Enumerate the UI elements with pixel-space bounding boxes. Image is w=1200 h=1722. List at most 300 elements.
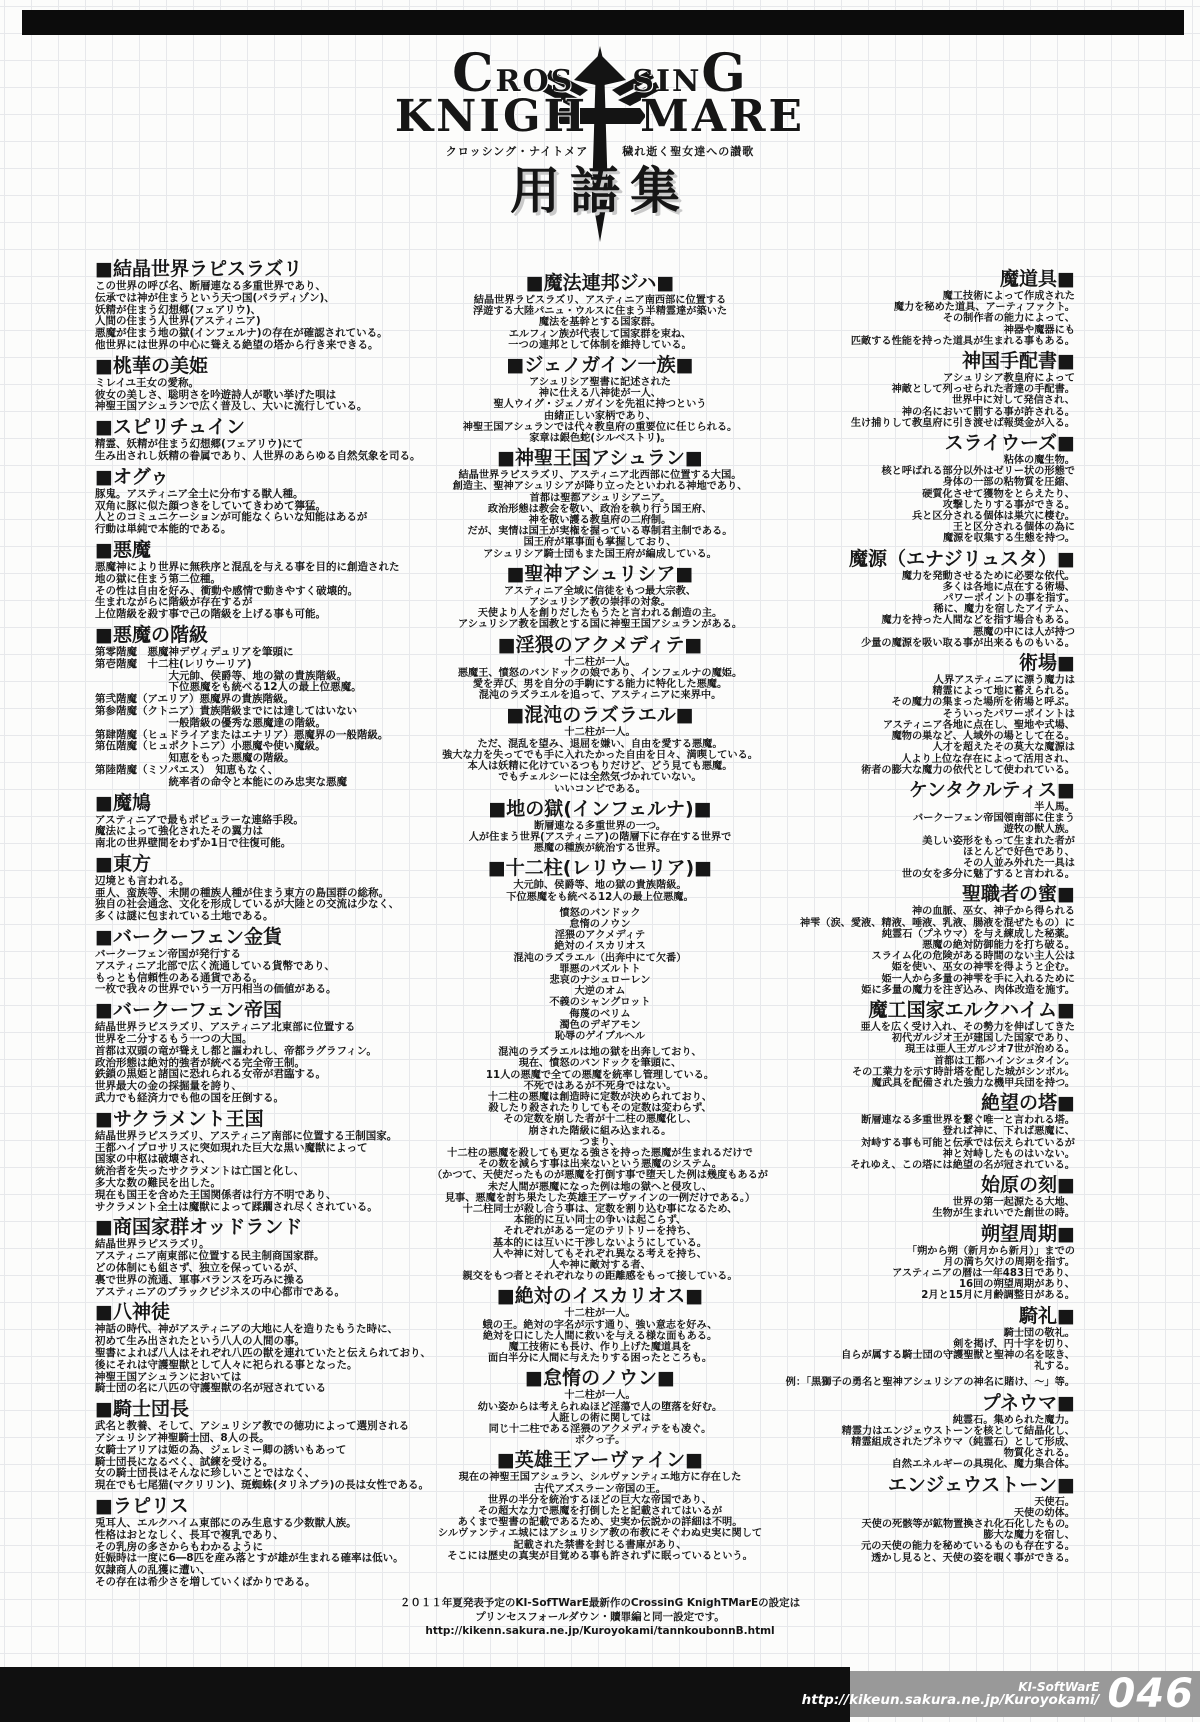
term-definition-line: 亜人を広く受け入れ、その勢力を伸ばしてきた — [860, 1021, 1075, 1033]
term-definition-line: 国家の中枢は破壊され、 — [95, 1153, 212, 1166]
term-definition-line: 魔武具を配備された強力な機甲兵団を持つ。 — [871, 1077, 1075, 1089]
term-definition-line: 騎士団長になるべく、試練を受ける。 — [95, 1455, 274, 1468]
footer-note-line: ２０１１年夏発表予定のKI-SofTWarE最新作のCrossinG KnighTMarEの設定は — [399, 1597, 801, 1609]
term-definition-line: どの体制にも組さず、独立を保っているが、 — [95, 1262, 305, 1275]
term-heading: ■バークーフェン金貨 — [95, 926, 283, 949]
term-definition-line: その乳房の多さからもわかるように — [95, 1540, 263, 1553]
term-definition-line: 悪魔の中には人が持つ — [973, 626, 1075, 638]
term-definition-line: その工業力を示す時計塔を配した城がシンボル。 — [851, 1066, 1075, 1078]
term-heading: 朔望周期■ — [981, 1222, 1075, 1245]
term-definition-line: 例：「黒獅子の勇名と聖神アシュリシアの神名に賭け、〜」等。 — [785, 1377, 1075, 1389]
term-definition-line: 一般階級の優秀な悪魔達の階級。 — [95, 716, 326, 729]
term-definition-line: 鉄鎖の黒姫と諸国に恐れられる女帝が君臨する。 — [95, 1068, 326, 1081]
logo-letters-sin: SIN — [632, 64, 702, 99]
term-definition-line: 行動は単純で本能的である。 — [95, 523, 232, 536]
term-heading: ■十二柱(レリウーリア)■ — [487, 857, 713, 880]
term-definition-line: 生け捕りして教皇府に引き渡せば報奨金が入る。 — [850, 417, 1075, 429]
term-definition-line: 初代ガルジオ王が建国した国家であり、 — [891, 1033, 1075, 1045]
term-definition-line: 世界を二分するもう一つの大国。 — [95, 1033, 253, 1046]
term-heading: ■神聖王国アシュラン■ — [497, 447, 703, 470]
term-definition-line: アスティニア北部で広く流通している貨幣であり、 — [95, 959, 336, 972]
term-definition-line: 術者の膨大な魔力の依代として使われている。 — [861, 764, 1075, 776]
term-definition-line: 神敵として列っせられた者達の手配書。 — [891, 384, 1075, 396]
term-definition-line: 精霊によって地に蓄えられる。 — [932, 686, 1075, 698]
term-definition-line: アシュリシア教の崇拝の対象。 — [528, 597, 671, 609]
term-definition-line: 月の満ち欠けの周期を指す。 — [943, 1256, 1075, 1268]
term-definition-line: 2月と15月に月齢調整日がある。 — [921, 1290, 1075, 1302]
term-definition-line: 初めて生み出されたという八人の人間の事。 — [95, 1335, 305, 1348]
term-definition-line: 兵と区分される個体は巣穴に棲む。 — [912, 511, 1075, 523]
term-heading: ■怠惰のノウン■ — [525, 1367, 675, 1390]
term-definition-line: 11人の悪魔で全ての悪魔を統率し管理している。 — [485, 1069, 715, 1081]
glossary-entry — [851, 347, 1075, 429]
logo-subtitle-left: クロッシング・ナイトメア — [445, 145, 589, 158]
term-heading: ■淫猥のアクメディテ■ — [497, 633, 703, 656]
term-definition-line: 断層連なる多重世界を繋ぐ唯一と言われる塔。 — [861, 1115, 1075, 1127]
term-definition-line: 半人馬。 — [1034, 801, 1075, 813]
term-heading: ■魔法連邦ジハ■ — [525, 272, 675, 294]
term-definition-line: 神聖王国アシュランでは代々教皇府の重要位に任じられる。 — [462, 421, 738, 433]
term-definition-line: 亜人、蛮族等、未開の種族人種が住まう東方の島国群の総称。 — [95, 886, 389, 899]
term-definition-line: 家章は銀色蛇(シルベストリ)。 — [529, 433, 671, 445]
glossary-entry — [892, 1220, 1075, 1302]
term-definition-line: 絶対のイスカリオス — [554, 941, 646, 953]
term-definition-line: 世界最大の金の採掘量を誇り、 — [95, 1080, 242, 1093]
term-definition-line: 悪魔が住まう地の獄(インフェルナ)の存在が確認されている。 — [95, 327, 388, 340]
term-definition-line: 十二柱が一人。 — [564, 1390, 636, 1402]
term-definition-line: 親交をもつ者とそれぞれなりの距離感をもって接している。 — [462, 1271, 738, 1283]
term-definition-line: 第壱階魔 十二柱(レリウーリア) — [95, 657, 252, 670]
term-definition-line: 性格はおとなしく、長耳で複乳であり、 — [95, 1528, 284, 1541]
term-heading: エンジェウストーン■ — [887, 1473, 1075, 1496]
term-definition-line: 悪魔王、憤怒のバンドックの娘であり、インフェルナの魔姫。 — [457, 667, 743, 679]
glossary-entry — [850, 1089, 1075, 1171]
term-definition-line: 結晶世界ラピスラズリ、アスティニア北西部に位置する大国。 — [458, 470, 742, 482]
term-heading: ■オグゥ — [95, 465, 170, 488]
term-definition-line: 女の騎士団長はそんなに珍しいことではなく、 — [95, 1467, 316, 1480]
term-definition-line: 悪魔の種族が統治する世界。 — [533, 843, 667, 855]
term-definition-line: 姫を使い、巫女の神雫を得ようと企む。 — [891, 962, 1075, 974]
term-definition-line: 悪魔神により世界に無秩序と混乱を与える事を目的に創造された — [95, 560, 400, 573]
term-heading: 騎礼■ — [1019, 1304, 1075, 1327]
term-definition-line: 双角に豚に似た顔つきをしていてきわめて獰猛。 — [95, 499, 326, 512]
term-definition-line: 魔力を発動させるために必要な依代。 — [901, 570, 1075, 582]
term-definition-line: 罪悪のバズルトト — [559, 963, 641, 975]
term-definition-line: 人が住まう世界(アスティニア)の階層下に存在する世界で — [468, 831, 732, 843]
footer-note — [0, 1596, 1200, 1638]
term-definition-line: 国王府が軍事面も掌握しており、 — [523, 537, 677, 549]
term-definition-line: 王都ハイプロサリスに突如現れた巨大な黒い魔獣によって — [95, 1141, 368, 1154]
term-definition-line: 人間の住まう人世界(アスティニア) — [95, 315, 261, 328]
term-definition-line: それゆえ、この塔には絶望の名が冠されている。 — [850, 1159, 1075, 1171]
term-definition-line: 下位悪魔をも統べる12人の最上位悪魔。 — [506, 891, 694, 903]
term-definition-line: 不死ではあるが不死身ではない。 — [523, 1080, 677, 1092]
glossary-entry — [842, 1389, 1075, 1471]
logo-letter-c: C — [452, 43, 496, 104]
term-definition-line: 大逆のオム — [574, 986, 626, 998]
glossary-entry — [786, 1302, 1075, 1389]
term-definition-line: 絶対を口にした人間に救いを与える様な面もある。 — [482, 1330, 718, 1342]
term-definition-line: 女騎士アリアは姫の為、ジェレミー卿の誘いもあって — [95, 1443, 347, 1456]
term-definition-line: 混沌のラズラエルは地の獄を出奔しており、 — [498, 1047, 702, 1059]
page-number: 046 — [1107, 1671, 1194, 1717]
term-definition-line: 魔法を基幹とする国家群。 — [538, 317, 662, 329]
term-definition-line: アスティニアで最もポピュラーな連絡手段。 — [95, 813, 304, 826]
term-definition-line: 匹敵する性能を持った道具が生まれる事もある。 — [850, 335, 1075, 347]
term-definition-line: 濁色のデギアモン — [559, 1019, 641, 1031]
term-definition-line: エルフィン族が代表して国家群を束ね、 — [508, 328, 692, 340]
term-definition-line: 精霊、妖精が住まう幻想郷(フェアリウ)にて — [95, 438, 304, 451]
term-definition-line: 姫に多量の魔力を注ぎ込み、肉体改造を施す。 — [861, 984, 1075, 996]
term-definition-line: 生み出されし妖精の眷属であり、人世界のあらゆる自然気象を司る。 — [95, 449, 421, 462]
term-definition-line: アシュリシア騎士団もまた国王府が編成している。 — [483, 548, 717, 560]
term-heading: ■商国家群オッドランド — [95, 1216, 303, 1239]
term-definition-line: 神と対峙したものはいない。 — [942, 1148, 1075, 1160]
glossary-entry — [861, 1471, 1075, 1564]
term-heading: ■ラピリス — [95, 1494, 189, 1517]
term-definition-line: 膨大な魔力を宿し、 — [983, 1530, 1075, 1542]
term-definition-line: 十二柱同士が殺し合う事は、定数を割り込む事になるため、 — [462, 1204, 738, 1215]
term-definition-line: その超大な力で悪魔を打倒したと記載されてはいるが — [477, 1506, 723, 1518]
term-definition-line: あくまで聖書の記載であるため、史実か伝説かの詳細は不明。 — [457, 1517, 743, 1529]
term-heading: ■聖神アシュリシア■ — [506, 562, 694, 585]
term-heading: ■悪魔の階級 — [95, 623, 208, 646]
term-definition-line: ミレイユ王女の愛称。 — [95, 376, 200, 389]
term-definition-line: 十二柱の悪魔は創造時に定数が決められており、 — [487, 1091, 713, 1103]
logo-letters-ros: ROS — [495, 64, 575, 99]
term-definition-line: バークーフェン帝国領南部に住まう — [913, 813, 1075, 825]
term-heading: ■ジェノガイン一族■ — [506, 354, 694, 377]
term-heading: ■東方 — [95, 852, 151, 875]
term-heading: 絶望の塔■ — [981, 1092, 1075, 1115]
term-heading: ■桃華の美姫 — [95, 354, 208, 377]
term-definition-line: 魔力を秘めた道具、アーティファクト。 — [893, 302, 1075, 314]
term-definition-line: パワーポイントの事を指す。 — [943, 593, 1075, 605]
brand-label: KI-SoftWarE — [1018, 1680, 1100, 1694]
term-definition-line: 攻撃したりする事ができる。 — [942, 499, 1075, 511]
term-definition-line: 自然エネルギーの具現化、魔力集合体。 — [891, 1459, 1075, 1471]
term-definition-line: 人や神に対してもそれぞれ異なる考えを持ち、 — [493, 1248, 707, 1260]
term-heading: 術場■ — [1019, 652, 1075, 675]
glossary-heading: 用語集 — [510, 162, 690, 220]
term-definition-line: いいコンビである。 — [554, 783, 646, 795]
term-definition-line: 統率者の命令と本能にのみ忠実な悪魔 — [95, 775, 347, 788]
term-definition-line: 十二柱の悪魔を殺しても更なる強さを持った悪魔が生まれるだけで — [447, 1147, 753, 1159]
term-definition-line: この世界の呼び名、断層連なる多重世界であり、 — [95, 280, 326, 292]
term-definition-line: その魔力の集まった場所を術場と呼ぶ。 — [891, 697, 1075, 709]
term-definition-line: 浮遊する大陸パニュ・ウルスに住まう半精霊達が築いた — [472, 306, 728, 318]
term-definition-line: 神の名において罰する事が許される。 — [901, 406, 1075, 418]
term-definition-line: 基本的には互いに干渉しないようにしている。 — [493, 1237, 707, 1249]
term-heading: 聖職者の蜜■ — [962, 883, 1075, 906]
term-definition-line: 生まれながらに階級が存在するが — [95, 596, 253, 609]
footer-note-line: プリンセスフォールダウン・贖罪編と同一設定です。 — [475, 1611, 725, 1623]
term-definition-line: 16回の朔望周期があり、 — [958, 1279, 1075, 1291]
logo — [0, 43, 1200, 220]
term-definition-line: アシュリシア教皇府によって — [943, 373, 1075, 385]
term-definition-line: 多くは各地に点在する術場、 — [942, 581, 1075, 593]
term-heading: ■悪魔 — [95, 538, 151, 561]
term-definition-line: 「朔から朔（新月から新月）」までの — [906, 1245, 1075, 1257]
term-definition-line: 第弐階魔（アエリア）悪魔界の貴族階級。 — [95, 693, 294, 706]
term-definition-line: 首都は工都ハインシュタイン。 — [933, 1055, 1075, 1067]
term-definition-line: スライム化の危険がある時間のない主人公は — [871, 951, 1075, 963]
term-definition-line: 由緒正しい家柄であり、 — [543, 410, 657, 422]
term-definition-line: 神を敬い護る教皇府の二府制。 — [528, 515, 672, 527]
glossary-entry — [932, 1171, 1075, 1219]
term-heading: ■サクラメント王国 — [95, 1107, 264, 1130]
glossary-entry — [95, 923, 337, 996]
term-definition-line: 十二柱が一人。 — [564, 1308, 636, 1320]
term-definition-line: 精霊力はエンジェウストーンを核として結晶化し、 — [841, 1425, 1075, 1437]
term-definition-line: 世界の第一起源たる大地、 — [952, 1197, 1075, 1209]
footer-bar-url: http://kikeun.sakura.ne.jp/Kuroyokami/ — [801, 1692, 1100, 1708]
term-definition-line: 魔物の巣など、人域外の場として在る。 — [891, 731, 1075, 743]
term-definition-line: でもチェルシーには全然気づかれていない。 — [498, 772, 702, 784]
term-definition-line: 神に仕える八神徒が一人、 — [538, 388, 662, 400]
logo-letters-mare: MARE — [640, 91, 806, 142]
term-definition-line: 現在の神聖王国アシュラン、シルヴァンティエ地方に存在した — [458, 1472, 742, 1484]
term-heading: 魔源（エナジリュスタ）■ — [848, 547, 1075, 570]
term-heading: ■バークーフェン帝国 — [95, 999, 283, 1022]
term-definition-line: 不義のシャングロット — [549, 997, 651, 1009]
term-definition-line: その性は自由を好み、衝動や感情で動きやすく破壊的。 — [95, 584, 359, 597]
term-heading: ■結晶世界ラピスラズリ — [95, 258, 303, 280]
term-definition-line: 妖精が住まう幻想郷(フェアリウ)、 — [95, 303, 262, 316]
term-definition-line: 本人は妖精に化けているつもりだけど、どう見ても悪魔。 — [467, 761, 733, 773]
glossary-entry — [800, 880, 1075, 996]
term-definition-line: 元の天使の能力を秘めているものも存在する。 — [861, 1541, 1075, 1553]
term-definition-line: 礼する。 — [1034, 1361, 1075, 1373]
term-definition-line: その人並み外れた一具は — [962, 857, 1075, 869]
term-definition-line: 精霊組成されたプネウマ（純霊石）として形成、 — [851, 1437, 1075, 1449]
term-definition-line: 粘体の魔生物。 — [1003, 455, 1075, 467]
term-definition-line: 天使より人を創りだしたもうたと言われる創造の主。 — [477, 608, 723, 620]
term-definition-line: 魔源を収集する生態を持つ。 — [942, 533, 1075, 545]
term-heading: ■騎士団長 — [95, 1398, 189, 1421]
term-heading: 魔道具■ — [1000, 268, 1075, 290]
glossary-entry — [852, 996, 1075, 1089]
term-definition-line: だが、実情は国王が実権を握っている専制君主制である。 — [467, 526, 733, 538]
term-definition-line: 人誑しの術に関しては — [549, 1412, 651, 1424]
term-definition-line: 騎士団の名に八匹の守護聖獣の名が冠されている — [95, 1382, 326, 1395]
glossary-entry — [902, 776, 1075, 880]
term-definition-line: 第零階魔 悪魔神デヴィデュリアを筆頭に — [95, 645, 294, 658]
footer-note-url: http://kikenn.sakura.ne.jp/Kuroyokami/tannkoubonnB.html — [425, 1625, 775, 1637]
glossary-entry — [95, 789, 304, 850]
term-definition-line: 結晶世界ラピスラズリ、アスティニア北東部に位置する — [95, 1021, 356, 1034]
term-heading: ■地の獄(インフェルナ)■ — [488, 797, 712, 820]
term-definition-line: 他世界には世界の中心に聳える絶望の塔から行き来できる。 — [95, 338, 379, 351]
term-definition-line: ボクっ子。 — [574, 1435, 626, 1447]
term-definition-line: アスティニア各地に点在し、聖地や式場、 — [882, 719, 1075, 731]
term-definition-line: 混沌のラズラエル（出奔中にて欠番） — [513, 952, 687, 964]
term-definition-line: 第陸階魔（ミソパエス） 知恵もなく、 — [95, 763, 279, 776]
term-definition-line: 見事、悪魔を討ち果たした英雄王アーヴァインの一例だけである。） — [444, 1192, 756, 1204]
term-definition-line: 魔法によって強化されたその翼力は — [95, 825, 263, 838]
term-definition-line: 結晶世界ラピスラズリ、アスティニア南西部に位置する — [473, 295, 727, 306]
term-definition-line: 多くは謎に包まれている土地である。 — [95, 910, 274, 923]
term-definition-line: 現在も国王を含めた王国関係者は行方不明であり、 — [95, 1188, 337, 1201]
term-definition-line: そこには歴史の真実が目覚める事も許されずに眠っているという。 — [447, 1550, 753, 1562]
term-definition-line: 未だ人間が悪魔になった例は地の獄へと侵攻し、 — [487, 1181, 713, 1193]
term-definition-line: 辺境とも言われる。 — [95, 874, 190, 887]
term-definition-line: 大元帥、侯爵等、地の獄の貴族階級。 — [95, 669, 347, 682]
term-definition-line: 対峙する事も可能と伝承では伝えられているが — [861, 1137, 1075, 1149]
term-definition-line: バークーフェン帝国が発行する — [95, 948, 241, 961]
term-definition-line: 政治形態は教会を敬い、政治を執り行う国王府、 — [487, 503, 713, 515]
term-definition-line: 身体の一部の粘物質を圧縮、 — [942, 477, 1075, 489]
term-definition-line: そういったパワーポイントは — [942, 708, 1075, 720]
term-definition-line: 人才を超えたその莫大な魔源は — [932, 742, 1075, 754]
term-definition-line: 神雫（涙、愛液、精液、唾液、乳液、腸液を混ぜたもの）に — [799, 917, 1075, 929]
term-definition-line: サクラメント全土は魔獣によって蹂躙され尽くされている。 — [95, 1200, 378, 1213]
term-definition-line: 世の女を多分に魅了すると言われる。 — [901, 869, 1075, 881]
term-definition-line: 強大な力を失ってでも手に入れたかった自由を日々、満喫している。 — [442, 749, 758, 761]
term-definition-line: 純霊石（プネウマ）を与え練成した秘薬。 — [881, 928, 1075, 940]
term-definition-line: 硬質化させて獲物をとらえたり、 — [922, 488, 1075, 500]
term-definition-line: 王と区分される個体の為に — [952, 522, 1075, 534]
term-definition-line: 愛を弄び、男を自分の手駒にする能力に特化した悪魔。 — [472, 679, 728, 691]
term-definition-line: 裏で世界の流通、軍事バランスを巧みに操る — [95, 1273, 305, 1286]
term-definition-line: 南北の世界壁間をわずか1日で往復可能。 — [95, 837, 292, 850]
logo-subtitle-right: 穢れ逝く聖女達への讃歌 — [622, 145, 755, 158]
term-definition-line: アスティニア全域に信徒をもつ最大宗教、 — [503, 585, 697, 597]
glossary-column-right — [497, 255, 1075, 1564]
term-definition-line: 人とのコミュニケーションが可能なくらいな知能はあるが — [95, 511, 368, 524]
term-definition-line: 第肆階魔（ヒュドライアまたはエナリア）悪魔界の一般階級。 — [95, 728, 389, 741]
term-definition-line: 豚鬼。アスティニア全土に分布する獣人種。 — [95, 487, 304, 500]
term-definition-line: （かつて、天使だったものが悪魔を打倒す事で堕天した例は幾度もあるが — [432, 1170, 768, 1182]
term-definition-line: 透かし見ると、天使の姿を覗く事ができる。 — [871, 1552, 1075, 1564]
term-definition-line: 独自の社会通念、文化を形成しているが大陸との交流は少なく、 — [95, 898, 400, 911]
term-definition-line: 人や神に敵対する者、 — [549, 1260, 651, 1272]
term-definition-line: アシュリシア教を国教とする国に神聖王国アシュランがある。 — [457, 619, 743, 631]
term-definition-line: 神器や魔器にも — [1003, 324, 1075, 336]
term-definition-line: 世界の半分を統治するほどの巨大な帝国であり、 — [487, 1494, 713, 1506]
term-definition-line: 自らが属する騎士団の守護聖獣と聖神の名を呟き、 — [841, 1350, 1075, 1362]
term-definition-line: 魔工技術によって作成された — [942, 291, 1075, 302]
term-definition-line: 伝承では神が住まうという天つ国(パラディゾン)、 — [95, 291, 335, 304]
term-definition-line: 天使の死骸等が鉱物置換され化石化したもの。 — [861, 1519, 1075, 1531]
term-definition-line: その存在は希少さを増していくばかりである。 — [95, 1575, 316, 1588]
top-divider-bar — [22, 10, 1184, 35]
term-definition-line: 悪魔の絶対防御能力を打ち破る。 — [922, 939, 1075, 951]
term-definition-line: 人より上位な存在によって活用され、 — [901, 753, 1075, 765]
bottom-black-bar — [0, 1667, 850, 1722]
term-definition-line: 本能的に互い同士の争いは起こらず、 — [513, 1215, 687, 1227]
term-definition-line: 核と呼ばれる部分以外はゼリー状の形態で — [881, 466, 1075, 478]
term-definition-line: シルヴァンティエ城にはアシュリシア教の布教にそぐわぬ史実に関して — [437, 1528, 763, 1540]
term-definition-line: 妊娠時は一度に6―8匹を産み落とすが雄が生まれる確率は低い。 — [95, 1552, 404, 1565]
term-definition-line: 稀に、魔力を宿したアイテム、 — [933, 604, 1075, 616]
term-definition-line: 彼女の美しさ、聡明さを吟遊詩人が歌い挙げた唄は — [95, 388, 337, 401]
term-definition-line: ただ、混乱を望み、退屈を嫌い、自由を愛する悪魔。 — [477, 738, 723, 750]
term-definition-line: 美しい姿形をもって生まれた者が — [922, 835, 1075, 847]
term-definition-line: 人界アスティニアに漂う魔力は — [933, 675, 1075, 687]
term-definition-line: アスティニアの暦は一年483日であり、 — [892, 1268, 1075, 1279]
term-definition-line: 現在、憤怒のバンドックを筆頭に、 — [518, 1058, 682, 1070]
term-definition-line: 結晶世界ラピスラズリ。 — [95, 1238, 210, 1251]
term-definition-line: ほとんどで好色であり、 — [962, 846, 1075, 858]
term-definition-line: 第伍階魔（ヒュポクトニア）小悪魔や使い魔級。 — [95, 740, 326, 753]
term-definition-line: 後にそれは守護聖獣として人々に祀られる事となった。 — [95, 1358, 358, 1371]
term-heading: ■英雄王アーヴァイン■ — [496, 1449, 704, 1472]
term-definition-line: 遊牧の獣人族。 — [1003, 824, 1075, 836]
term-definition-line: つまり、 — [579, 1136, 621, 1148]
term-heading: ■八神徒 — [95, 1301, 170, 1324]
term-definition-line: 断層連なる多重世界の一つ。 — [533, 820, 666, 832]
term-definition-line: その制作者の能力によって、 — [942, 313, 1075, 325]
term-definition-line: 地の獄に住まう第二位種。 — [95, 572, 221, 585]
term-definition-line: もっとも信頼性のある通貨である。 — [95, 971, 263, 984]
term-definition-line: 怠惰のノウン — [569, 918, 631, 930]
term-definition-line: 下位悪魔をも統べる12人の最上位悪魔。 — [95, 681, 362, 694]
term-definition-line: 聖人ウイグ・ジェノガインを先祖に持つという — [493, 399, 707, 411]
term-definition-line: その定数を崩した者が十二柱の悪魔化し、 — [503, 1114, 697, 1126]
term-definition-line: 神聖王国アシュランにおいては — [95, 1370, 242, 1383]
term-definition-line: 殺したり殺されたりしてもその定数は変わらず、 — [488, 1103, 712, 1115]
term-definition-line: 現在でも七尾猫(マクリリン)、斑蜘蛛(タリネブラ)の長は女性である。 — [95, 1479, 429, 1492]
term-definition-line: 記載された禁書を封じる書庫があり、 — [513, 1539, 687, 1551]
term-definition-line: 政治形態は絶対的強者が統べる完全帝王制。 — [95, 1056, 305, 1069]
term-heading: ■絶対のイスカリオス■ — [496, 1285, 704, 1308]
term-definition-line: 結晶世界ラピスラズリ、アスティニア南部に位置する王制国家。 — [95, 1129, 398, 1142]
term-definition-line: 魔力を持った人間などを指す場合もある。 — [881, 615, 1075, 627]
term-definition-line: 十二柱が一人。 — [564, 727, 636, 739]
term-definition-line: 世界中に対して発信され、 — [952, 395, 1075, 407]
term-heading: ■スピリチュイン — [95, 416, 246, 439]
term-definition-line: 天使石。 — [1034, 1496, 1075, 1508]
term-definition-line: 十二柱が一人。 — [564, 656, 636, 668]
footer-bar-texts — [802, 1681, 1100, 1707]
bottom-footer-bar — [801, 1671, 1200, 1717]
term-definition-line: アシュリシア神聖騎士団、8人の長。 — [95, 1431, 270, 1444]
term-definition-line: 奴隷商人の乱獲に遭い、 — [95, 1564, 211, 1577]
term-definition-line: 剣を掲げ、円十字を切り、 — [953, 1338, 1075, 1350]
glossary-entry — [881, 429, 1075, 545]
term-heading: 魔工国家エルクハイム■ — [868, 998, 1075, 1021]
term-definition-line: アスティニアのブラックビジネスの中心都市である。 — [95, 1285, 346, 1298]
term-definition-line: 魔工技術にも長け、作り上げた魔道具を — [508, 1342, 692, 1354]
term-definition-line: 姫一人から多量の神雫を手に入れるために — [881, 973, 1075, 985]
term-heading: ■魔鳩 — [95, 791, 151, 814]
term-definition-line: 面白半分に人間に与えたりする困ったところも。 — [487, 1353, 713, 1365]
term-definition-line: 混沌のラズラエルを追って、アスティニアに来界中。 — [478, 690, 722, 702]
term-definition-line: 大元帥、侯爵等、地の獄の貴族階級。 — [513, 880, 687, 892]
term-definition-line: 神聖王国アシュランで広く普及し、大いに流行している。 — [95, 400, 368, 413]
term-definition-line: 淫猥のアクメディテ — [554, 930, 646, 942]
term-definition-line: アスティニア南東部に位置する民主制商国家群。 — [95, 1250, 325, 1263]
term-definition-line: 兎耳人、エルクハイム東部にのみ生息する少数獣人族。 — [95, 1516, 357, 1529]
term-definition-line: 多大な数の難民を出した。 — [95, 1177, 221, 1190]
term-definition-line: 第参階魔（クトニア）貴族階級までには達してはいない — [95, 704, 358, 717]
term-definition-line: 少量の魔源を吸い取る事が出来るものもいる。 — [861, 637, 1075, 649]
term-definition-line: 幼い姿からは考えられぬほど淫蕩で人の堕落を好む。 — [477, 1401, 723, 1413]
term-definition-line: 天使の幼体。 — [1013, 1507, 1075, 1519]
logo-letters-knigh: KNIGH — [394, 91, 589, 142]
term-definition-line: アシュリシア聖書に記述された — [528, 377, 671, 389]
term-definition-line: 悲哀のナシュローレン — [549, 974, 651, 986]
term-definition-line: 神話の時代、神がアスティニアの大地に人を造りたもうた時に、 — [95, 1323, 399, 1336]
term-definition-line: その数を減らす事は出来ないという悪魔のシステム。 — [478, 1159, 722, 1171]
logo-title-line2 — [0, 91, 1200, 142]
term-heading: 神国手配書■ — [962, 350, 1075, 373]
term-definition-line: 崩された階級に組み込まれる。 — [528, 1125, 672, 1137]
term-definition-line: 生物が生まれいでた創世の時。 — [932, 1208, 1075, 1220]
term-definition-line: 侮蔑のベリム — [569, 1008, 631, 1020]
term-definition-line: 神の血脈、巫女、神子から得られる — [912, 906, 1075, 918]
